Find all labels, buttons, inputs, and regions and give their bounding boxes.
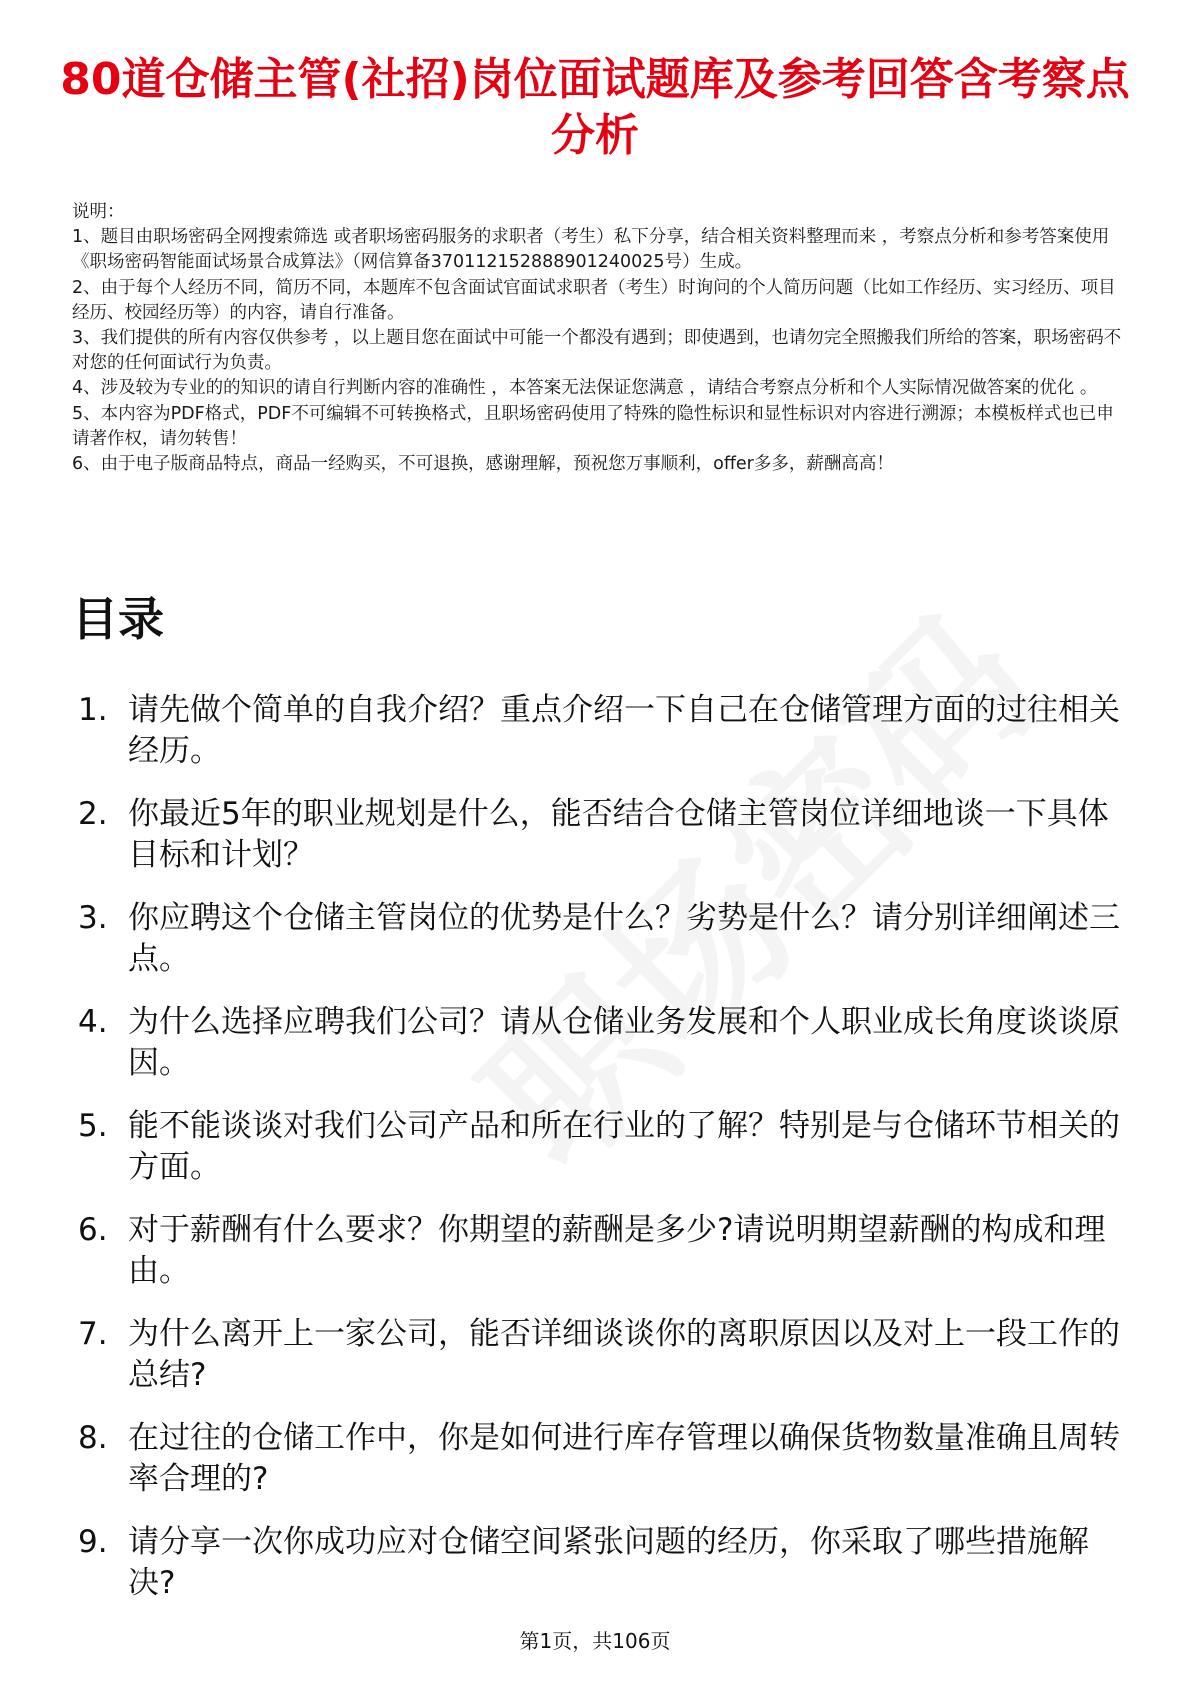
toc-item-text: 为什么离开上一家公司，能否详细谈谈你的离职原因以及对上一段工作的总结? [128,1316,1120,1393]
notes-section [72,200,1122,477]
toc-item[interactable] [72,1210,1132,1292]
toc-heading: 目录 [72,592,164,646]
toc-item-number: 4. [78,1004,108,1040]
toc-list [72,690,1132,1626]
toc-item-text: 为什么选择应聘我们公司？请从仓储业务发展和个人职业成长角度谈谈原因。 [128,1004,1120,1081]
toc-item-text: 能不能谈谈对我们公司产品和所在行业的了解？特别是与仓储环节相关的方面。 [128,1108,1120,1185]
toc-item-number: 7. [78,1316,108,1352]
toc-item-number: 3. [78,900,108,936]
toc-item[interactable] [72,1106,1132,1188]
toc-item-number: 6. [78,1212,108,1248]
toc-item-number: 1. [78,692,108,728]
note-item: 5、本内容为PDF格式，PDF不可编辑不可转换格式，且职场密码使用了特殊的隐性标识和显性标识对内容进行溯源；本模板样式也已申请著作权，请勿转售！ [72,403,1114,449]
toc-item-number: 8. [78,1420,108,1456]
toc-item[interactable] [72,794,1132,876]
note-item: 2、由于每个人经历不同，简历不同，本题库不包含面试官面试求职者（考生）时询问的个人简历问题（比如工作经历、实习经历、项目经历、校园经历等）的内容，请自行准备。 [72,277,1116,323]
page-footer: 第1页，共106页 [519,1629,671,1653]
toc-item-text: 你应聘这个仓储主管岗位的优势是什么？劣势是什么？请分别详细阐述三点。 [128,900,1120,977]
toc-item-text: 对于薪酬有什么要求？你期望的薪酬是多少?请说明期望薪酬的构成和理由。 [128,1212,1106,1289]
toc-item-text: 你最近5年的职业规划是什么，能否结合仓储主管岗位详细地谈一下具体目标和计划？ [128,796,1109,873]
toc-item[interactable] [72,898,1132,980]
toc-item[interactable] [72,1522,1132,1604]
toc-item[interactable] [72,1002,1132,1084]
toc-item[interactable] [72,1418,1132,1500]
toc-item-text: 请先做个简单的自我介绍？重点介绍一下自己在仓储管理方面的过往相关经历。 [128,692,1120,769]
document-title: 80道仓储主管(社招)岗位面试题库及参考回答含考察点分析 [60,54,1130,161]
toc-item-number: 5. [78,1108,108,1144]
toc-item-number: 9. [78,1524,108,1560]
toc-item-text: 在过往的仓储工作中，你是如何进行库存管理以确保货物数量准确且周转率合理的? [128,1420,1120,1497]
toc-item-text: 请分享一次你成功应对仓储空间紧张问题的经历，你采取了哪些措施解决? [128,1524,1089,1601]
note-item: 4、涉及较为专业的的知识的请自行判断内容的准确性 ，本答案无法保证您满意 ，请结合考察点分析和个人实际情况做答案的优化 。 [72,378,1098,399]
toc-item[interactable] [72,690,1132,772]
notes-heading: 说明： [72,202,125,222]
note-item: 1、题目由职场密码全网搜索筛选 或者职场密码服务的求职者（考生）私下分享，结合相关资料整理而来 ，考察点分析和参考答案使用《职场密码智能面试场景合成算法》（网信算备370112152888901240025号）生成。 [72,227,1110,273]
toc-item-number: 2. [78,796,108,832]
note-item: 6、由于电子版商品特点，商品一经购买，不可退换，感谢理解，预祝您万事顺利，offer多多，薪酬高高！ [72,454,894,475]
toc-item[interactable] [72,1314,1132,1396]
note-item: 3、我们提供的所有内容仅供参考 ，以上题目您在面试中可能一个都没有遇到；即使遇到，也请勿完全照搬我们所给的答案，职场密码不对您的任何面试行为负责。 [72,328,1122,374]
